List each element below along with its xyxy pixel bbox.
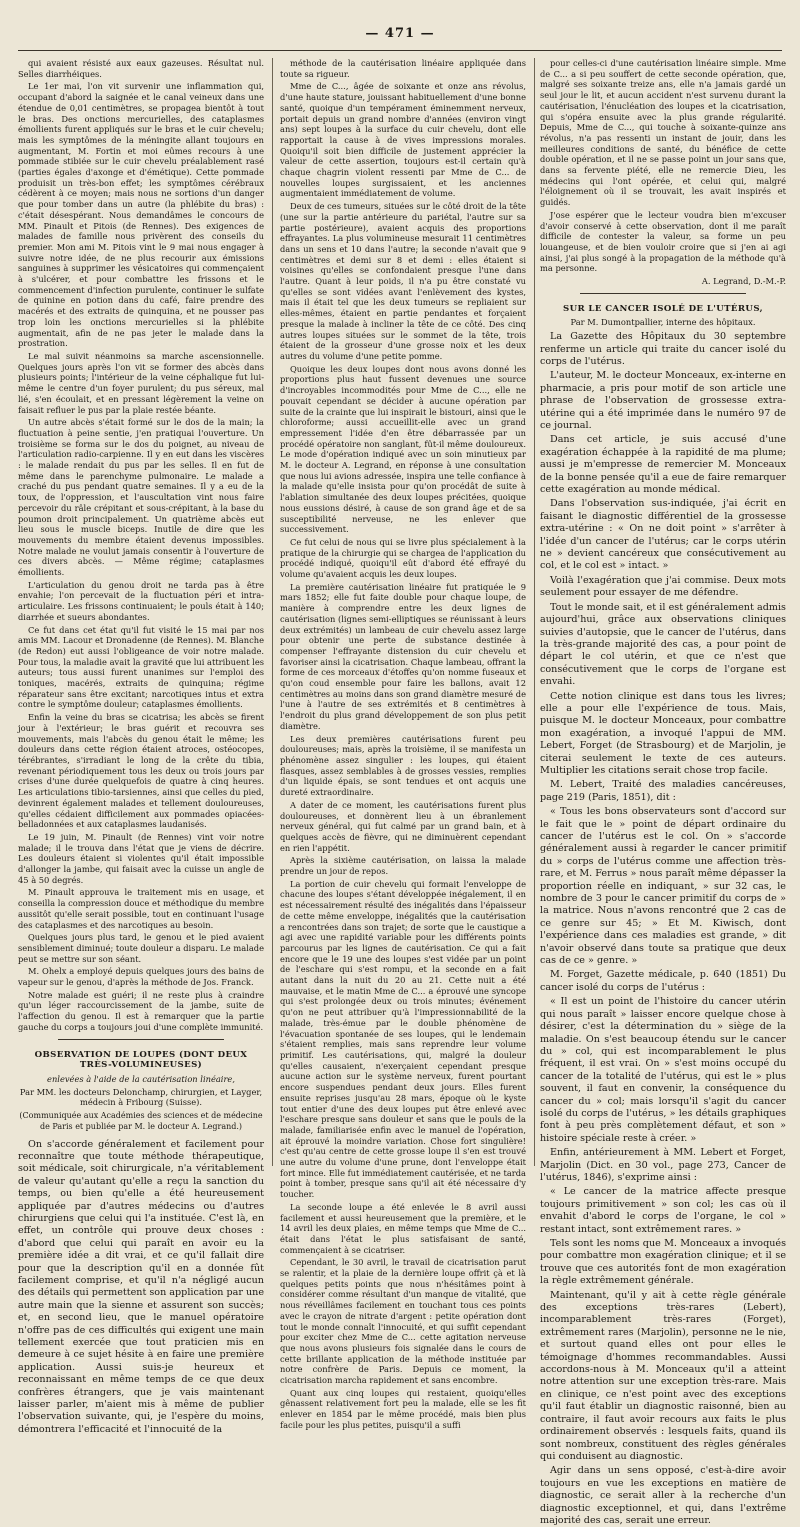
paragraph: « Tous les bons observateurs sont d'accord sur le fait que le » point de départ ordinaire du cancer de l'utérus est le col. On » s'accorde généralement aussi à regarder le cancer primitif du » corps de l'utérus comme une affection très-rare, et M. Ferrus » nous paraît même dépasser la proportion réelle en indiquant, » sur 32 cas, le nombre de 3 pour le cancer primitif du corps de » la matrice. Nous n'avons rencontré que 2 cas de ce genre sur 45; » Et M. Kiwisch, dont l'expérience dans ces maladies est grande, » dit n'avoir observé dans toute sa pratique que deux cas de ce » genre. » xyxy=(540,806,786,967)
paragraph: Quoique les deux loupes dont nous avons donné les proportions plus haut fussent devenues une source d'incroyables incommodités pour Mme de C..., elle ne pouvait cependant se décider à aucune opération par suite de la crainte que lui inspirait le bistouri, ainsi que le chloroforme; aussi accueillit-elle avec un grand empressement l'idée d'en être débarrassée par un procédé opératoire non sanglant, fût-il même douloureux. Le mode d'opération indiqué avec un soin minutieux par M. le docteur A. Legrand, en réponse à une consultation que nous lui avions adressée, inspira une telle confiance à la malade qu'elle insista pour qu'on procédât de suite à l'ablation simultanée des deux loupes précitées, quoique nous eussions désiré, à cause de son grand âge et de sa susceptibilité nerveuse, ne les enlever que successivement. xyxy=(280,363,526,535)
paragraph: On s'accorde généralement et facilement pour reconnaître que toute méthode thérapeutique, soit médicale, soit chirurgicale, n'a véritablement de valeur qu'autant qu'elle a reçu la sanction du temps, ou bien qu'elle a été heureusement appliquée par d'autres médecins ou d'autres chirurgiens que celui qui l'a instituée. C'est là, en effet, un contrôle qui prouve deux choses : d'abord que celui qui paraît en avoir eu la première idée a dit vrai, et ce qu'il fallait dire pour que la description qu'il en a donnée fût facilement comprise, et qu'il n'a négligé aucun des détails qui permettent son application par une autre main que la sienne et assurent son succès; et, en second lieu, que le manuel opératoire n'offre pas de ces difficultés qui exigent une main tellement exercée que tout praticien mis en demeure à ce sujet hésite à en faire une première application. Aussi suis-je heureux et reconnaissant en même temps de ce que deux confrères étrangers, que je vais maintenant laisser parler, m'aient mis à même de publier l'observation suivante, qui, je l'espère du moins, démontrera l'efficacité et l'innocuité de la xyxy=(18,1138,265,1435)
paragraph: Dans cet article, je suis accusé d'une exagération échappée à la rapidité de ma plume; aussi je m'empresse de remercier M. Monceaux de la bonne pensée qu'il a eue de faire remarquer cette exagération au monde médical. xyxy=(540,434,786,496)
paragraph: Tels sont les noms que M. Monceaux a invoqués pour combattre mon exagération clinique; et il se trouve que ces autorités font de mon exagération la règle extrêmement générale. xyxy=(540,1238,786,1287)
paragraph: Enfin, antérieurement à MM. Lebert et Forget, Marjolin (Dict. en 30 vol., page 273, Cancer de l'utérus, 1846), s'exprime ainsi : xyxy=(540,1147,786,1183)
author-signature: A. Legrand, D.-M.-P. xyxy=(701,276,786,287)
paragraph: Quelques jours plus tard, le genou et le pied avaient sensiblement diminué; toute douleur a disparu. Le malade peut se mettre sur son séant. xyxy=(18,932,264,964)
header-rule xyxy=(18,50,782,51)
article-note: (Communiquée aux Académies des sciences et de médecine de Paris et publiée par M. le docteur A. Legrand.) xyxy=(19,1111,263,1131)
paragraph: Les deux premières cautérisations furent peu douloureuses; mais, après la troisième, il se manifesta un phénomène assez singulier : les loupes, qui étaient flasques, assez semblables à de grosses vessies, remplies d'un liquide épais, se sont tendues et ont acquis une dureté extraordinaire. xyxy=(280,733,526,798)
paragraph: La portion de cuir chevelu qui formait l'enveloppe de chacune des loupes s'étant développée inégalement, il en est nécessairement résulté des inégalités dans l'épaisseur de cette même enveloppe, inégalités que la cautérisation a rencontrées dans son trajet; de sorte que le caustique a agi avec une rapidité variable pour les différents points parcourus par les lignes de cautérisation. Ce qui a fait encore que le 19 une des loupes s'est vidée par un point de l'eschare qui s'est rompu, et la seconde en a fait autant dans la nuit du 20 au 21. Cette nuit a été mauvaise, et le matin Mme de C... a éprouvé une syncope qui s'est prolongée deux ou trois minutes; événement qu'on ne peut attribuer qu'à l'impressionnabilité de la malade, très-émue par le double phénomène de l'évacuation spontanée de ses loupes, qui le lendemain s'étaient remplies, mais sans reprendre leur volume primitif. Les cautérisations, qui, malgré la douleur qu'elles causaient, n'exerçaient cependant presque aucune action sur le système nerveux, furent pourtant encore suspendues pendant deux jours. Elles furent ensuite reprises jusqu'au 28 mars, époque où le kyste tout entier d'une des deux loupes put être enlevé avec l'eschare presque sans douleur et sans que le pouls de la malade, familiarisée enfin avec le manuel de l'opération, ait éprouvé la moindre variation. Chose fort singulière! c'est qu'au centre de cette grosse loupe il s'en est trouvé une autre du volume d'une prune, dont l'enveloppe était fort mince. Elle fut immédiatement cautérisée, et ne tarda point à tomber, presque sans qu'il ait été nécessaire d'y toucher. xyxy=(280,878,526,1200)
article-title: SUR LE CANCER ISOLÉ DE L'UTÉRUS, xyxy=(562,303,764,314)
paragraph: Tout le monde sait, et il est généralement admis aujourd'hui, grâce aux observations cliniques suivies d'autopsie, que le cancer de l'utérus, dans la très-grande majorité des cas, a pour point de départ le col utérin, et que ce n'est que consécutivement que le corps de l'organe est envahi. xyxy=(540,601,786,688)
article-authors: Par MM. les docteurs Delonchamp, chirurgien, et Layger, médecin à Fribourg (Suisse). xyxy=(19,1086,263,1108)
paragraph: La première cautérisation linéaire fut pratiquée le 9 mars 1852; elle fut faite double pour chaque loupe, de manière à comprendre entre les deux lignes de cautérisation (lignes semi-elliptiques se réunissant à leurs deux extrémités) un lambeau de cuir chevelu assez large pour obtenir une perte de substance destinée à compenser l'effrayante distension du cuir chevelu et favoriser ainsi la cicatrisation. Chaque lambeau, offrant la forme de ces morceaux d'étoffes qu'on nomme fuseaux et qu'on coud ensemble pour faire les ballons, avait 12 centimètres au moins dans son grand diamètre mesuré de l'une à l'autre de ses extrémités et 8 centimètres à l'endroit du plus grand développement de son plus petit diamètre. xyxy=(280,581,526,731)
paragraph: Le 19 juin, M. Pinault (de Rennes) vint voir notre malade; il le trouva dans l'état que je viens de décrire. Les douleurs étaient si violentes qu'il était impossible d'allonger la jambe, qui faisait avec la cuisse un angle de 45 à 50 degrés. xyxy=(18,831,264,885)
paragraph: Agir dans un sens opposé, c'est-à-dire avoir toujours en vue les exceptions en matière de diagnostic, ce serait aller à la recherche d'un diagnostic exceptionnel, et qui, dans l'extrême majorité des cas, serait une erreur. xyxy=(540,1465,786,1526)
page-number: — 471 — xyxy=(365,26,435,41)
column-divider-1 xyxy=(272,58,273,1166)
article-subtitle: enlevées à l'aide de la cautérisation linéaire, xyxy=(47,1073,235,1084)
paragraph: Dans l'observation sus-indiquée, j'ai écrit en faisant le diagnostic différentiel de la grossesse extra-utérine : « On ne doit point » s'arrêter à l'idée d'un cancer de l'utérus; car le corps utérin ne » devient cancéreux que consécutivement au col, et le col est » intact. » xyxy=(540,498,786,572)
paragraph: pour celles-ci d'une cautérisation linéaire simple. Mme de C... a si peu souffert de cette seconde opération, que, malgré ses soixante treize ans, elle n'a jamais gardé un seul jour le lit, et aucun accident n'est survenu durant la cautérisation, l'énucléation des loupes et la cicatrisation, qui s'opéra ensuite avec la plus grande régularité. Depuis, Mme de C..., qui touche à soixante-quinze ans révolus, n'a pas ressenti un instant de jouir, dans les meilleures conditions de santé, du bénéfice de cette double opération, et il ne se passe point un jour sans que, dans sa fervente piété, elle ne remercie Dieu, les médecins qui l'ont opérée, et celui qui, malgré l'éloignement où il se trouvait, les avait inspirés et guidés. xyxy=(540,58,786,208)
paragraph: Après la sixième cautérisation, on laissa la malade prendre un jour de repos. xyxy=(280,855,526,877)
column-3 xyxy=(540,58,786,1526)
paragraph: « Il est un point de l'histoire du cancer utérin qui nous paraît » laisser encore quelque chose à désirer, c'est la détermination du » siège de la maladie. On s'est beaucoup étendu sur le cancer du » col, qui est incomparablement le plus fréquent, il est vrai. On » s'est moins occupé du cancer de la totalité de l'utérus, qui est le » plus souvent, il faut en convenir, la conséquence du cancer du » col; mais lorsqu'il s'agit du cancer isolé du corps de l'utérus, » les détails graphiques font à peu près complètement défaut, et son » histoire spéciale reste à créer. » xyxy=(540,996,786,1144)
paragraph: M. Ohelx a employé depuis quelques jours des bains de vapeur sur le genou, d'après la méthode de Jos. Franck. xyxy=(18,966,264,988)
paragraph: J'ose espérer que le lecteur voudra bien m'excuser d'avoir conservé à cette observation, dont il me paraît difficile de contester la valeur, sa forme un peu louangeuse, et de bien vouloir croire que si j'en ai agi ainsi, j'ai plus songé à la propagation de la méthode qu'à ma personne. xyxy=(540,209,786,274)
column-divider-2 xyxy=(534,58,535,1166)
paragraph: méthode de la cautérisation linéaire appliquée dans toute sa rigueur. xyxy=(280,58,526,79)
paragraph: Ce fut celui de nous qui se livre plus spécialement à la pratique de la chirurgie qui se chargea de l'application du procédé indiqué, quoiqu'il eût d'abord été effrayé du volume qu'avaient acquis les deux loupes. xyxy=(280,536,526,580)
paragraph: La seconde loupe a été enlevée le 8 avril aussi facilement et aussi heureusement que la première, et le 14 avril les deux plaies, en même temps que Mme de C... était dans l'état le plus satisfaisant de santé, commençaient à se cicatriser. xyxy=(280,1201,526,1255)
paragraph: Voilà l'exagération que j'ai commise. Deux mots seulement pour essayer de me défendre. xyxy=(540,574,786,599)
paragraph: Un autre abcès s'était formé sur le dos de la main; la fluctuation à peine sentie, j'en pratiquai l'ouverture. Un troisième se forma sur le dos du poignet, au niveau de l'articulation radio-carpienne. Il y en eut dans les viscères : le malade rendait du pus par les selles. Il en fut de même dans le parenchyme pulmonaire. Le malade a craché du pus pendant quatre semaines. Il y a eu de la toux, de l'oppression, et l'auscultation vint nous faire percevoir du râle crépitant et sous-crépitant, à la base du poumon droit principalement. Un quatrième abcès eut lieu sous le muscle biceps. Inutile de dire que les mouvements du membre étaient devenus impossibles. Notre malade ne voulut jamais consentir à l'ouverture de ces divers abcès. — Même régime; cataplasmes émollients. xyxy=(18,417,264,578)
paragraph: Ce fut dans cet état qu'il fut visité le 15 mai par nos amis MM. Lacour et Dronadenne (de Rennes). M. Blanche (de Redon) eut aussi l'obligeance de voir notre malade. Pour tous, la maladie avait la gravité que lui attribuent les auteurs; tous aussi furent unanimes sur l'emploi des toniques, macérés, extraits de quinquina; régime réparateur sans être excitant; narcotiques intus et extra contre le symptôme douleur; cataplasmes émollients. xyxy=(18,624,264,710)
paragraph: M. Lebert, Traité des maladies cancéreuses, page 219 (Paris, 1851), dit : xyxy=(540,779,786,803)
paragraph: Le 1er mai, l'on vit survenir une inflammation qui, occupant d'abord la saignée et le canal veineux dans une étendue de 0,01 centimètres, se propagea bientôt à tout le bras. Des onctions mercurielles, des cataplasmes émollients furent appliqués sur le bras et le cuir chevelu; mais les symptômes de la méningite allant toujours en augmentant, M. Fortin et moi eûmes recours à une pommade stibiée sur le cuir chevelu préalablement rasé (parties égales d'axonge et d'émétique). Cette pommade produisit un très-bon effet; les symptômes cérébraux cédèrent à ce moyen; mais nous ne sortions d'un danger que pour tomber dans un autre (la phlébite du bras) : c'était désespérant. Nous demandâmes le concours de MM. Pinault et Pitois (de Rennes). Des exigences de malades de famille nous privèrent des conseils du premier. Mon ami M. Pitois vint le 9 mai nous engager à suivre notre idée, de ne plus recourir aux émissions sanguines à supprimer les vésicatoires qui commençaient à s'ulcérer, et pour combattre les frissons et le commencement d'infection purulente, continuer le sulfate de quinine en potion dans du café, faire prendre des macérés et des extraits de quinquina, et ne pousser pas trop loin les onctions mercurielles si la phlébite augmentait, afin de ne pas jeter le malade dans la prostration. xyxy=(18,81,264,349)
paragraph: A dater de ce moment, les cautérisations furent plus douloureuses, et donnèrent lieu à un ébranlement nerveux général, qui fut calmé par un grand bain, et à quelques accès de fièvre, qui ne diminuèrent cependant en rien l'appétit. xyxy=(280,799,526,853)
paragraph: L'auteur, M. le docteur Monceaux, ex-interne en pharmacie, a pris pour motif de son article une phrase de l'observation de grossesse extra-utérine qui a été imprimée dans le numéro 97 de ce journal. xyxy=(540,370,786,432)
section-rule xyxy=(58,1039,224,1040)
paragraph: L'articulation du genou droit ne tarda pas à être envahie; l'on percevait de la fluctuation péri et intra-articulaire. Les frissons continuaient; le pouls était à 140; diarrhée et sueurs abondantes. xyxy=(18,579,264,622)
paragraph: Enfin la veine du bras se cicatrisa; les abcès se firent jour à l'extérieur; le bras guérit et recouvra ses mouvements, mais l'abcès du genou était le même; les douleurs dans cette région étaient atroces, ostéocopes, térébrantes, s'irradiant le long de la crête du tibia, revenant périodiquement tous les deux ou trois jours par crises d'une durée quelquefois de quatre à cinq heures. Les articulations tibio-tarsiennes, ainsi que celles du pied, devinrent également malades et tellement douloureuses, qu'elles cédaient difficilement aux pommades opiacées-belladonnées et aux cataplasmes laudanisés. xyxy=(18,712,264,830)
paragraph: La Gazette des Hôpitaux du 30 septembre renferme un article qui traite du cancer isolé du corps de l'utérus. xyxy=(540,331,786,367)
paragraph: Notre malade est guéri; il ne reste plus à craindre qu'un léger raccourcissement de la jambe, suite de l'affection du genou. Il est à remarquer que la partie gauche du corps a toujours joui d'une complète immunité. xyxy=(18,989,264,1032)
paragraph: Maintenant, qu'il y ait à cette règle générale des exceptions très-rares (Lebert), incomparablement très-rares (Forget), extrêmement rares (Marjolin), personne ne le nie, et surtout quand elles ont pour elles le témoignage d'hommes recommandables. Aussi accordons-nous à M. Monceaux qu'il a atteint notre attention sur une exception très-rare. Mais en clinique, ce n'est point avec des exceptions qu'il faut établir un diagnostic raisonné, bien au contraire, il faut avoir recours aux faits le plus ordinairement observés : lesquels faits, quand ils sont nombreux, constituent des règles générales qui conduisent au diagnostic. xyxy=(540,1289,786,1462)
paragraph: Le mal suivit néanmoins sa marche ascensionnelle. Quelques jours après l'on vit se former des abcès dans plusieurs points; l'intérieur de la veine céphalique fut lui-même le centre d'un foyer purulent; du pus séreux, mal lié, s'en écoulait, et en pressant légèrement la veine on faisait refluer le pus par la plaie restée béante. xyxy=(18,350,264,415)
section-rule xyxy=(580,293,746,294)
article-author: Par M. Dumontpallier, interne des hôpitaux. xyxy=(570,317,756,328)
paragraph: Mme de C..., âgée de soixante et onze ans révolus, d'une haute stature, jouissant habituellement d'une bonne santé, quoique d'un tempérament éminemment nerveux, portait depuis un grand nombre d'années (environ vingt ans) sept loupes à la surface du cuir chevelu, dont elle rapportait la cause à de vives impressions morales. Quoiqu'il soit bien difficile de justement apprécier la valeur de cette assertion, toujours est-il certain qu'à chaque chagrin violent ressenti par Mme de C... de nouvelles loupes surgissaient, et les anciennes augmentaient immédiatement de volume. xyxy=(280,81,526,199)
paragraph: « Le cancer de la matrice affecte presque toujours primitivement » son col; les cas où il envahit d'abord le corps de l'organe, le col » restant intact, sont extrêmement rares. » xyxy=(540,1186,786,1235)
column-1 xyxy=(18,58,265,1435)
paragraph: Cette notion clinique est dans tous les livres; elle a pour elle l'expérience de tous. Mais, puisque M. le docteur Monceaux, pour combattre mon exagération, a invoqué l'appui de MM. Lebert, Forget (de Strasbourg) et de Marjolin, je citerai seulement le texte de ces auteurs. Multiplier les citations serait chose trop facile. xyxy=(540,690,786,776)
paragraph: M. Forget, Gazette médicale, p. 640 (1851) Du cancer isolé du corps de l'utérus : xyxy=(540,969,786,993)
paragraph: Cependant, le 30 avril, le travail de cicatrisation parut se ralentir, et la plaie de la dernière loupe offrit çà et là quelques petits points que nous n'hésitâmes point à considérer comme résultant d'un manque de vitalité, que nous réveillâmes facilement en touchant tous ces points avec le crayon de nitrate d'argent : petite opération dont tout le monde connaît l'innocuité, et qui suffit cependant pour exciter chez Mme de C... cette agitation nerveuse que nous avons plusieurs fois signalée dans le cours de cette brillante application de la méthode instituée par notre confrère de Paris. Depuis ce moment, la cicatrisation marcha rapidement et sans encombre. xyxy=(280,1257,526,1386)
paragraph: qui avaient résisté aux eaux gazeuses. Résultat nul. Selles diarrhéiques. xyxy=(18,58,264,79)
paragraph: M. Pinault approuva le traitement mis en usage, et conseilla la compression douce et méthodique du membre aussitôt qu'elle serait possible, tout en continuant l'usage des cataplasmes et des narcotiques au besoin. xyxy=(18,887,264,930)
article-title: OBSERVATION DE LOUPES (DONT DEUX TRÈS-VOLUMINEUSES) xyxy=(34,1049,248,1071)
paragraph: Quant aux cinq loupes qui restaient, quoiqu'elles gênassent relativement fort peu la malade, elle se les fit enlever en 1854 par le même procédé, mais bien plus facile pour les plus petites, puisqu'il a suffi xyxy=(280,1387,526,1430)
paragraph: Deux de ces tumeurs, situées sur le côté droit de la tête (une sur la partie antérieure du pariétal, l'autre sur sa partie postérieure), avaient acquis des proportions effrayantes. La plus volumineuse mesurait 11 centimètres dans un sens et 10 dans l'autre; la seconde n'avait que 9 centimètres et demi sur 8 et demi : elles étaient si voisines qu'elles se confondaient presque l'une dans l'autre. Quant à leur poids, il n'a pu être constaté vu qu'elles se sont vidées avant l'enlèvement des kystes, mais il était tel que les deux tumeurs se repliaient sur elles-mêmes, étaient en partie pendantes et forçaient presque la malade à incliner la tête de ce côté. Des cinq autres loupes situées sur le sommet de la tête, trois étaient de la grosseur d'une grosse noix et les deux autres du volume d'une petite pomme. xyxy=(280,201,526,361)
column-2 xyxy=(280,58,526,1430)
